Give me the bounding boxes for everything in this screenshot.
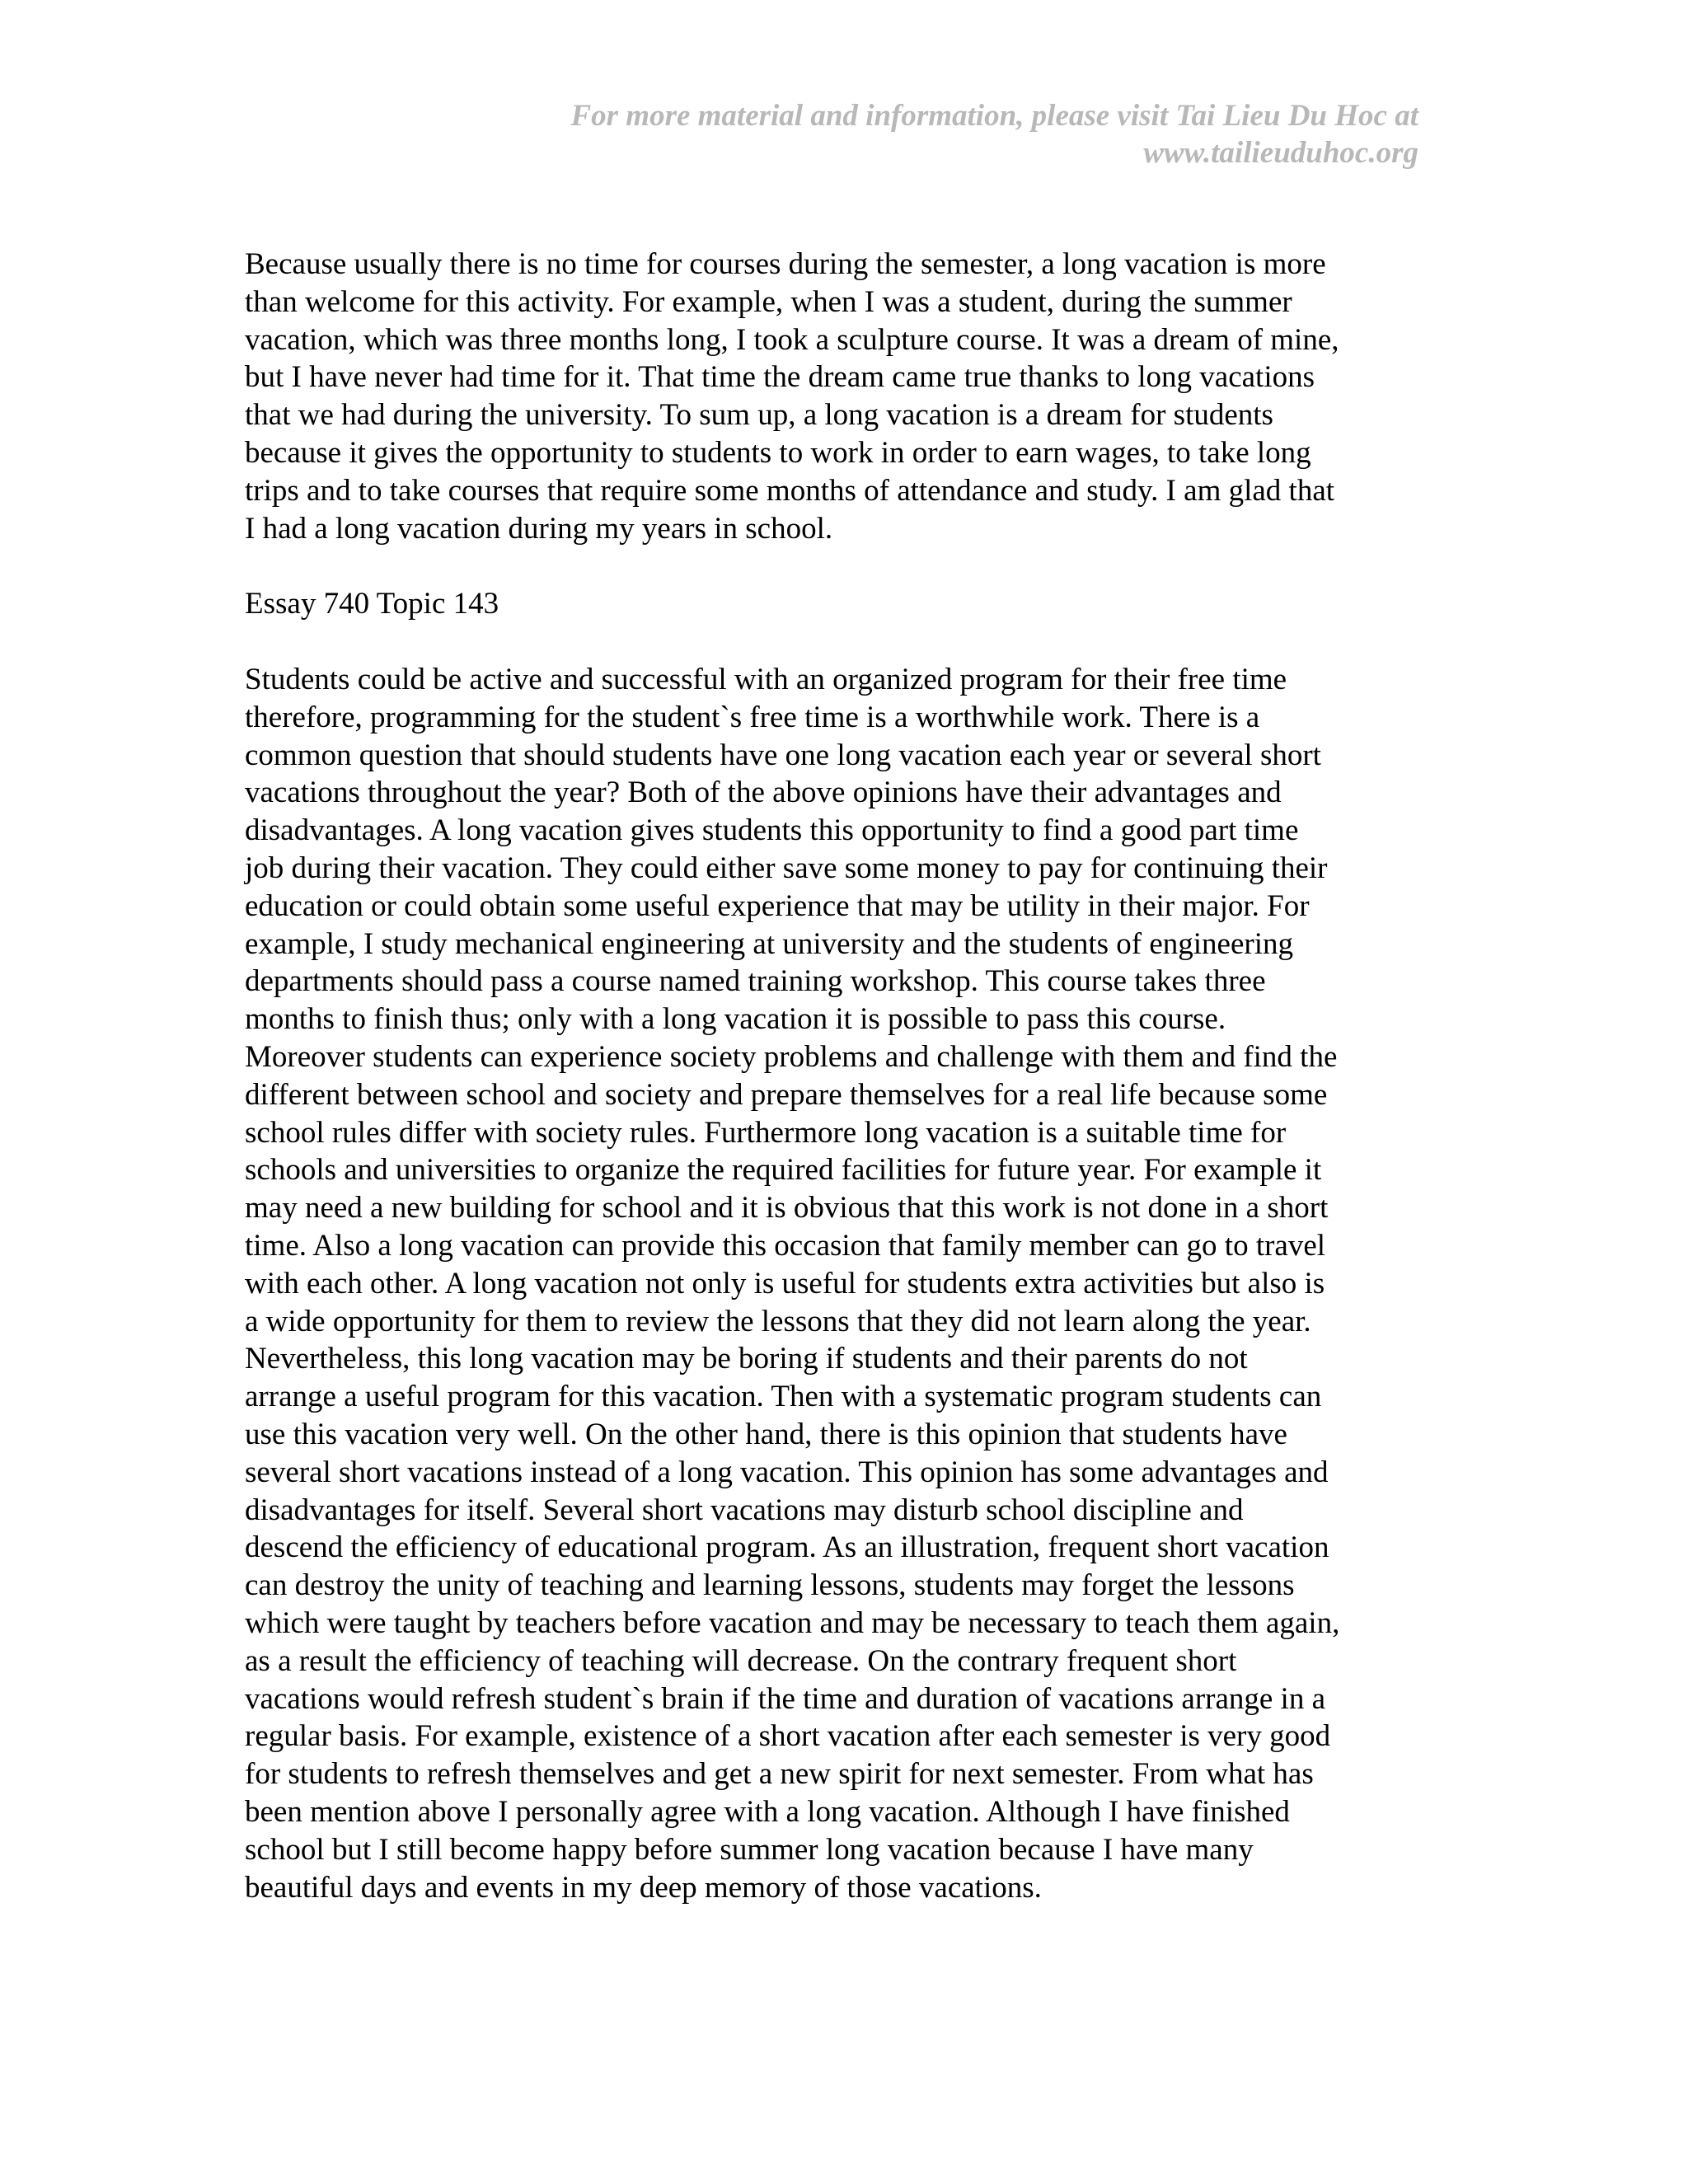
text-line: Nevertheless, this long vacation may be boring if students and their parents do not xyxy=(245,1342,1248,1376)
text-line: several short vacations instead of a long vacation. This opinion has some advantages and xyxy=(245,1455,1329,1489)
paragraph-1 xyxy=(245,246,1432,547)
text-line: example, I study mechanical engineering at university and the students of engineering xyxy=(245,926,1293,961)
text-line: than welcome for this activity. For example, when I was a student, during the summer xyxy=(245,284,1292,319)
text-line: common question that should students have one long vacation each year or several short xyxy=(245,738,1321,772)
text-line: but I have never had time for it. That time the dream came true thanks to long vacations xyxy=(245,360,1315,395)
text-line: different between school and society and prepare themselves for a real life because some xyxy=(245,1077,1328,1112)
text-line: disadvantages for itself. Several short vacations may disturb school discipline and xyxy=(245,1493,1244,1527)
text-line: with each other. A long vacation not only is useful for students extra activities but also is xyxy=(245,1266,1325,1301)
text-line: months to finish thus; only with a long vacation it is possible to pass this course. xyxy=(245,1002,1226,1037)
text-line: as a result the efficiency of teaching will decrease. On the contrary frequent short xyxy=(245,1643,1237,1678)
text-line: been mention above I personally agree with a long vacation. Although I have finished xyxy=(245,1794,1290,1829)
text-line: I had a long vacation during my years in school. xyxy=(245,511,833,546)
text-line: a wide opportunity for them to review the lessons that they did not learn along the year. xyxy=(245,1304,1311,1338)
text-line: can destroy the unity of teaching and learning lessons, students may forget the lessons xyxy=(245,1568,1295,1603)
text-line: arrange a useful program for this vacation. Then with a systematic program students can xyxy=(245,1380,1322,1414)
text-line: vacation, which was three months long, I took a sculpture course. It was a dream of mine, xyxy=(245,322,1339,357)
text-line: departments should pass a course named training workshop. This course takes three xyxy=(245,964,1266,999)
essay-heading-text: Essay 740 Topic 143 xyxy=(245,587,499,621)
text-line: therefore, programming for the student`s free time is a worthwhile work. There is a xyxy=(245,700,1260,734)
text-line: which were taught by teachers before vacation and may be necessary to teach them again, xyxy=(245,1605,1340,1640)
essay-heading xyxy=(245,585,1432,623)
text-line: schools and universities to organize the required facilities for future year. For example it xyxy=(245,1153,1322,1188)
header-note xyxy=(429,97,1418,171)
text-line: time. Also a long vacation can provide this occasion that family member can go to travel xyxy=(245,1228,1326,1263)
text-line: Students could be active and successful with an organized program for their free time xyxy=(245,663,1287,696)
text-line: job during their vacation. They could either save some money to pay for continuing their xyxy=(245,851,1328,885)
paragraph-2 xyxy=(245,661,1432,1906)
text-line: disadvantages. A long vacation gives students this opportunity to find a good part time xyxy=(245,813,1299,848)
text-line: vacations would refresh student`s brain if the time and duration of vacations arrange in a xyxy=(245,1681,1326,1716)
text-line: Because usually there is no time for courses during the semester, a long vacation is more xyxy=(245,247,1326,281)
text-line: school but I still become happy before summer long vacation because I have many xyxy=(245,1832,1254,1867)
text-line: for students to refresh themselves and get a new spirit for next semester. From what has xyxy=(245,1757,1314,1792)
text-line: school rules differ with society rules. Furthermore long vacation is a suitable time for xyxy=(245,1115,1287,1150)
header-note-line: For more material and information, please visit Tai Lieu Du Hoc at xyxy=(570,99,1418,133)
text-line: education or could obtain some useful experience that may be utility in their major. For xyxy=(245,888,1310,923)
text-line: descend the efficiency of educational program. As an illustration, frequent short vacation xyxy=(245,1530,1329,1565)
text-line: because it gives the opportunity to students to work in order to earn wages, to take long xyxy=(245,435,1311,470)
text-line: may need a new building for school and it is obvious that this work is not done in a short xyxy=(245,1191,1329,1226)
text-line: that we had during the university. To sum up, a long vacation is a dream for students xyxy=(245,398,1273,433)
text-line: vacations throughout the year? Both of the above opinions have their advantages and xyxy=(245,776,1282,810)
text-line: trips and to take courses that require some months of attendance and study. I am glad that xyxy=(245,473,1335,508)
header-note-url: www.tailieuduhoc.org xyxy=(1143,136,1418,170)
text-line: beautiful days and events in my deep memory of those vacations. xyxy=(245,1870,1042,1905)
text-line: Moreover students can experience society problems and challenge with them and find the xyxy=(245,1039,1338,1074)
text-line: use this vacation very well. On the other hand, there is this opinion that students have xyxy=(245,1417,1287,1451)
text-line: regular basis. For example, existence of a short vacation after each semester is very good xyxy=(245,1719,1331,1754)
